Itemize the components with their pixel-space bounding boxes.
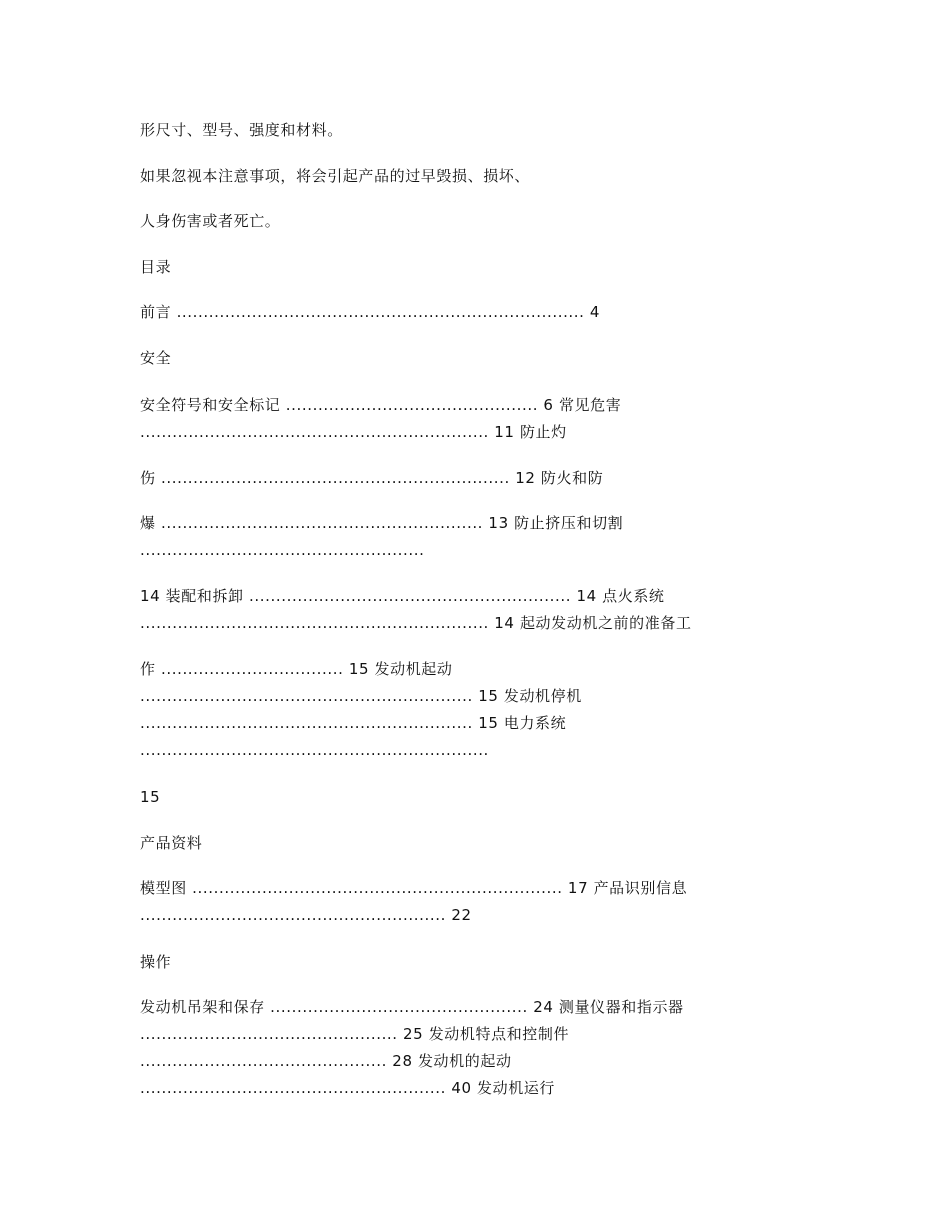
toc-page-number: 15 (140, 788, 161, 806)
toc-entry: .............................................................. 15 发动机停机 (140, 687, 582, 705)
toc-entry: 爆 ............................................................ 13 防止挤压和切割 (140, 514, 624, 532)
toc-section-heading: 安全 (140, 349, 172, 367)
toc-entry: 作 .................................. 15 发动机起动 (140, 660, 453, 678)
toc-entry: .............................................. 28 发动机的起动 (140, 1052, 512, 1070)
toc-entry: ..................................................... (140, 541, 425, 559)
toc-entry: ................................................................. 14 起动发动机之前的准备工 (140, 614, 692, 632)
text-line: 如果忽视本注意事项，将会引起产品的过早毁损、损坏、 (140, 167, 531, 185)
toc-entry: .............................................................. 15 电力系统 (140, 714, 567, 732)
toc-heading: 目录 (140, 258, 172, 276)
toc-entry: ......................................................... 22 (140, 906, 472, 924)
toc-section-heading: 产品资料 (140, 834, 203, 852)
toc-entry: 前言 ............................................................................ 4 (140, 303, 601, 321)
toc-entry: 安全符号和安全标记 ............................................... 6 常见危害 (140, 396, 622, 414)
toc-entry: 伤 ................................................................. 12 防火和防 (140, 469, 604, 487)
text-line: 形尺寸、型号、强度和材料。 (140, 121, 343, 139)
toc-entry: 发动机吊架和保存 ................................................ 24 测量仪器和指示器 (140, 998, 684, 1016)
toc-entry: ......................................................... 40 发动机运行 (140, 1079, 556, 1097)
toc-entry: ................................................ 25 发动机特点和控制件 (140, 1025, 570, 1043)
toc-entry: 14 装配和拆卸 ............................................................ 14 点火系统 (140, 587, 665, 605)
toc-entry: ................................................................. 11 防止灼 (140, 423, 567, 441)
toc-section-heading: 操作 (140, 953, 172, 971)
toc-entry: ................................................................. (140, 741, 489, 759)
text-line: 人身伤害或者死亡。 (140, 212, 281, 230)
toc-entry: 模型图 ..................................................................... 17 产品识别信息 (140, 879, 688, 897)
